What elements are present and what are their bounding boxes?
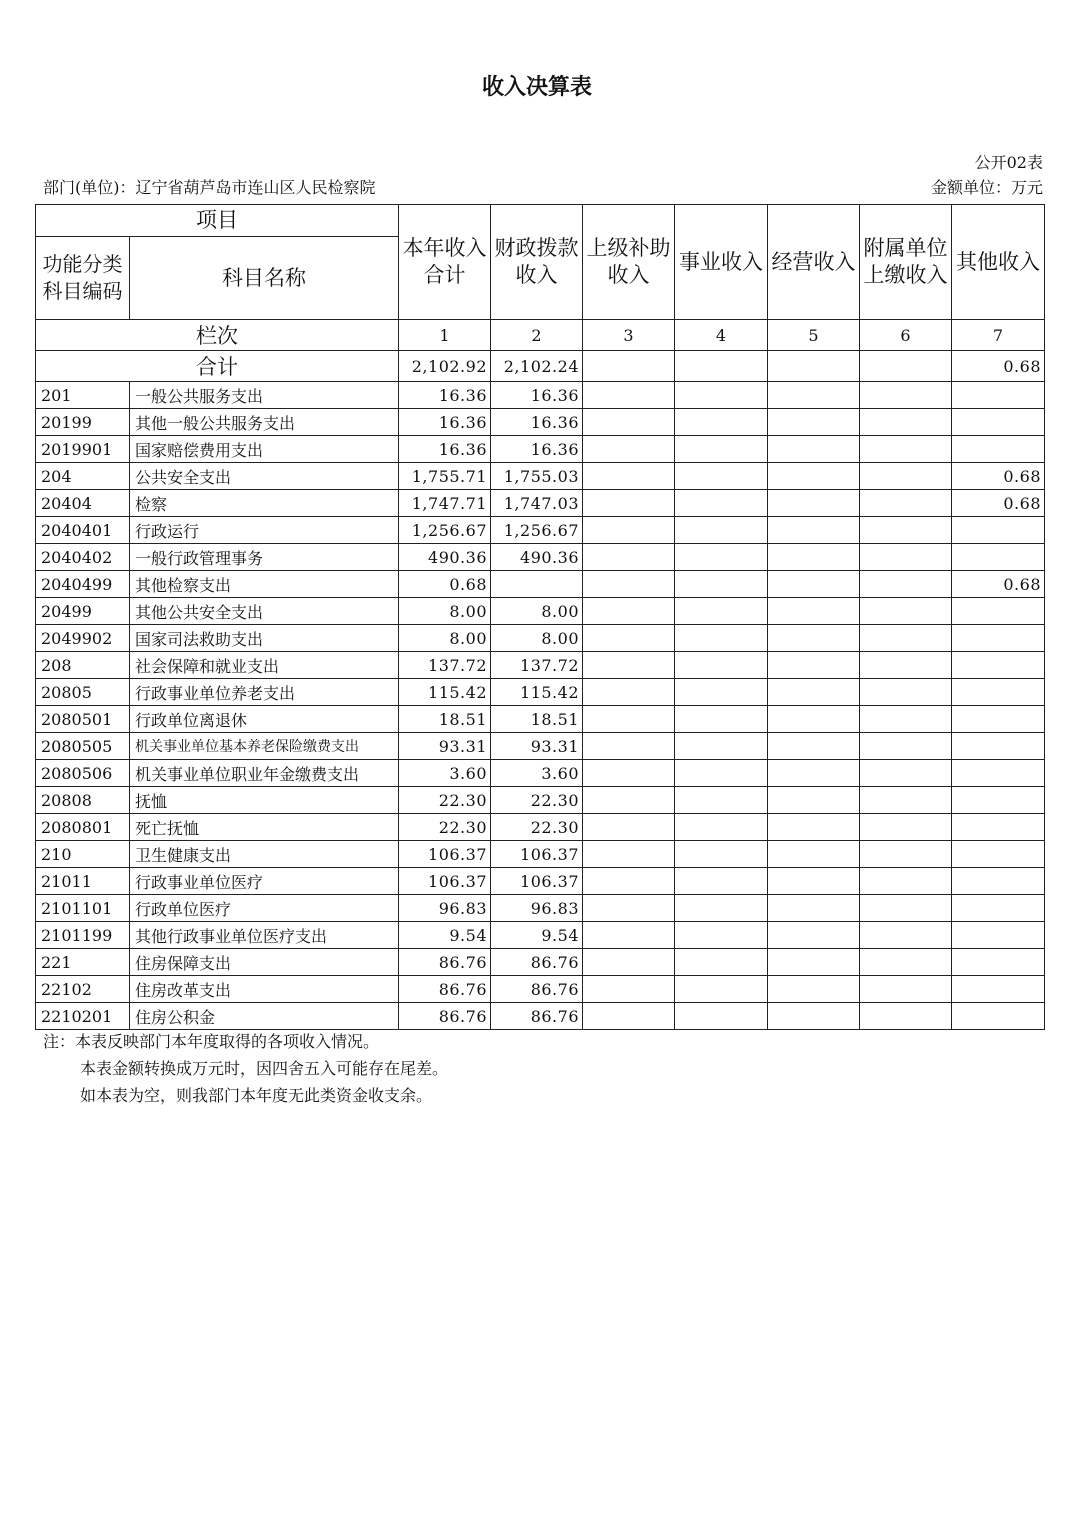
amount-cell bbox=[860, 652, 952, 679]
index-num: 5 bbox=[768, 320, 860, 351]
subject-code: 20404 bbox=[36, 490, 130, 517]
amount-cell: 8.00 bbox=[491, 598, 583, 625]
table-row bbox=[36, 382, 1045, 409]
amount-cell bbox=[952, 949, 1045, 976]
subject-code: 2210201 bbox=[36, 1003, 130, 1030]
table-row bbox=[36, 706, 1045, 733]
total-row-label: 合计 bbox=[36, 351, 399, 382]
subject-name: 行政运行 bbox=[130, 517, 399, 544]
amount-cell: 0.68 bbox=[952, 571, 1045, 598]
table-row bbox=[36, 625, 1045, 652]
amount-cell bbox=[860, 598, 952, 625]
amount-cell bbox=[583, 382, 675, 409]
amount-cell: 16.36 bbox=[491, 382, 583, 409]
amount-cell bbox=[675, 652, 768, 679]
index-num: 3 bbox=[583, 320, 675, 351]
subject-code: 2080505 bbox=[36, 733, 130, 760]
table-row bbox=[36, 463, 1045, 490]
amount-cell: 86.76 bbox=[491, 1003, 583, 1030]
amount-cell bbox=[860, 706, 952, 733]
col-header-operating: 经营收入 bbox=[768, 205, 860, 320]
index-num: 7 bbox=[952, 320, 1045, 351]
amount-cell bbox=[583, 409, 675, 436]
amount-cell bbox=[583, 868, 675, 895]
amount-cell: 0.68 bbox=[952, 463, 1045, 490]
amount-cell bbox=[768, 1003, 860, 1030]
amount-cell bbox=[768, 733, 860, 760]
amount-cell bbox=[768, 490, 860, 517]
amount-cell bbox=[675, 787, 768, 814]
amount-cell bbox=[860, 436, 952, 463]
amount-cell bbox=[583, 571, 675, 598]
amount-cell: 0.68 bbox=[399, 571, 491, 598]
subject-name: 住房公积金 bbox=[130, 1003, 399, 1030]
amount-cell bbox=[952, 733, 1045, 760]
table-row bbox=[36, 760, 1045, 787]
amount-cell: 18.51 bbox=[399, 706, 491, 733]
subject-code: 2080801 bbox=[36, 814, 130, 841]
amount-cell: 86.76 bbox=[399, 1003, 491, 1030]
total-value bbox=[583, 351, 675, 382]
page-title: 收入决算表 bbox=[481, 75, 592, 100]
amount-cell bbox=[952, 382, 1045, 409]
amount-cell bbox=[952, 625, 1045, 652]
amount-cell bbox=[768, 679, 860, 706]
subject-code: 201 bbox=[36, 382, 130, 409]
amount-cell bbox=[860, 463, 952, 490]
amount-cell bbox=[768, 517, 860, 544]
table-row bbox=[36, 1003, 1045, 1030]
table-row bbox=[36, 409, 1045, 436]
amount-cell: 106.37 bbox=[491, 868, 583, 895]
amount-cell bbox=[860, 922, 952, 949]
amount-cell bbox=[675, 868, 768, 895]
subject-code: 2040401 bbox=[36, 517, 130, 544]
subject-name: 一般公共服务支出 bbox=[130, 382, 399, 409]
amount-cell: 9.54 bbox=[399, 922, 491, 949]
amount-cell bbox=[860, 1003, 952, 1030]
amount-cell bbox=[675, 679, 768, 706]
amount-cell bbox=[860, 976, 952, 1003]
amount-cell bbox=[675, 625, 768, 652]
amount-cell bbox=[583, 490, 675, 517]
amount-cell: 106.37 bbox=[399, 841, 491, 868]
amount-cell: 115.42 bbox=[399, 679, 491, 706]
amount-cell bbox=[675, 571, 768, 598]
amount-cell bbox=[675, 382, 768, 409]
form-number: 公开02表 bbox=[974, 153, 1043, 172]
total-value bbox=[675, 351, 768, 382]
index-num: 1 bbox=[399, 320, 491, 351]
table-row bbox=[36, 868, 1045, 895]
subject-name: 其他一般公共服务支出 bbox=[130, 409, 399, 436]
subject-code: 2080506 bbox=[36, 760, 130, 787]
code-header: 功能分类科目编码 bbox=[36, 237, 130, 320]
amount-cell bbox=[583, 544, 675, 571]
amount-cell: 9.54 bbox=[491, 922, 583, 949]
amount-cell bbox=[583, 733, 675, 760]
subject-name: 其他检察支出 bbox=[130, 571, 399, 598]
amount-cell: 22.30 bbox=[491, 787, 583, 814]
amount-cell: 86.76 bbox=[491, 976, 583, 1003]
amount-cell bbox=[583, 625, 675, 652]
amount-cell bbox=[583, 922, 675, 949]
table-row bbox=[36, 679, 1045, 706]
subject-code: 20808 bbox=[36, 787, 130, 814]
amount-unit-label: 金额单位：万元 bbox=[930, 178, 1043, 197]
amount-cell bbox=[860, 382, 952, 409]
total-value: 2,102.24 bbox=[491, 351, 583, 382]
subject-code: 2040402 bbox=[36, 544, 130, 571]
table-row bbox=[36, 922, 1045, 949]
amount-cell bbox=[675, 976, 768, 1003]
amount-cell: 93.31 bbox=[491, 733, 583, 760]
col-header-superior-subsidy: 上级补助收入 bbox=[583, 205, 675, 320]
amount-cell: 86.76 bbox=[399, 976, 491, 1003]
amount-cell bbox=[952, 895, 1045, 922]
amount-cell: 0.68 bbox=[952, 490, 1045, 517]
subject-code: 2040499 bbox=[36, 571, 130, 598]
amount-cell bbox=[952, 787, 1045, 814]
amount-cell bbox=[860, 895, 952, 922]
index-row bbox=[36, 320, 1045, 351]
note-line: 如本表为空，则我部门本年度无此类资金收支余。 bbox=[80, 1086, 433, 1105]
amount-cell bbox=[675, 598, 768, 625]
amount-cell bbox=[952, 868, 1045, 895]
amount-cell: 8.00 bbox=[399, 625, 491, 652]
index-row-label: 栏次 bbox=[36, 320, 399, 351]
subject-name: 行政事业单位养老支出 bbox=[130, 679, 399, 706]
subject-name: 行政事业单位医疗 bbox=[130, 868, 399, 895]
amount-cell bbox=[675, 436, 768, 463]
amount-cell bbox=[768, 895, 860, 922]
amount-cell bbox=[768, 544, 860, 571]
amount-cell: 490.36 bbox=[399, 544, 491, 571]
amount-cell bbox=[860, 814, 952, 841]
subject-name: 死亡抚恤 bbox=[130, 814, 399, 841]
subject-name: 国家司法救助支出 bbox=[130, 625, 399, 652]
amount-cell bbox=[860, 544, 952, 571]
amount-cell bbox=[860, 679, 952, 706]
subject-code: 210 bbox=[36, 841, 130, 868]
amount-cell bbox=[583, 1003, 675, 1030]
amount-cell bbox=[952, 436, 1045, 463]
index-num: 4 bbox=[675, 320, 768, 351]
subject-code: 2019901 bbox=[36, 436, 130, 463]
table-row bbox=[36, 571, 1045, 598]
subject-name: 一般行政管理事务 bbox=[130, 544, 399, 571]
amount-cell bbox=[860, 571, 952, 598]
amount-cell bbox=[675, 895, 768, 922]
amount-cell bbox=[952, 517, 1045, 544]
amount-cell bbox=[952, 652, 1045, 679]
subject-name: 国家赔偿费用支出 bbox=[130, 436, 399, 463]
subject-name: 机关事业单位职业年金缴费支出 bbox=[130, 760, 399, 787]
amount-cell bbox=[675, 922, 768, 949]
total-value: 0.68 bbox=[952, 351, 1045, 382]
name-header: 科目名称 bbox=[130, 237, 399, 320]
amount-cell bbox=[860, 841, 952, 868]
col-header-affiliated: 附属单位上缴收入 bbox=[860, 205, 952, 320]
amount-cell bbox=[768, 814, 860, 841]
table-row bbox=[36, 517, 1045, 544]
amount-cell bbox=[952, 706, 1045, 733]
amount-cell bbox=[675, 760, 768, 787]
amount-cell bbox=[860, 517, 952, 544]
amount-cell bbox=[675, 733, 768, 760]
amount-cell bbox=[768, 463, 860, 490]
amount-cell: 106.37 bbox=[491, 841, 583, 868]
income-final-accounts-table bbox=[35, 204, 1045, 1030]
col-header-other: 其他收入 bbox=[952, 205, 1045, 320]
amount-cell: 1,747.03 bbox=[491, 490, 583, 517]
amount-cell: 1,256.67 bbox=[399, 517, 491, 544]
amount-cell: 16.36 bbox=[491, 436, 583, 463]
subject-name: 住房保障支出 bbox=[130, 949, 399, 976]
table-row bbox=[36, 895, 1045, 922]
amount-cell bbox=[583, 463, 675, 490]
table-row bbox=[36, 652, 1045, 679]
total-value bbox=[860, 351, 952, 382]
amount-cell: 106.37 bbox=[399, 868, 491, 895]
amount-cell: 16.36 bbox=[399, 382, 491, 409]
amount-cell: 490.36 bbox=[491, 544, 583, 571]
amount-cell bbox=[952, 544, 1045, 571]
amount-cell bbox=[583, 679, 675, 706]
amount-cell bbox=[675, 409, 768, 436]
amount-cell bbox=[583, 760, 675, 787]
amount-cell bbox=[583, 841, 675, 868]
index-num: 2 bbox=[491, 320, 583, 351]
amount-cell: 22.30 bbox=[491, 814, 583, 841]
amount-cell bbox=[952, 1003, 1045, 1030]
subject-code: 20199 bbox=[36, 409, 130, 436]
amount-cell bbox=[952, 976, 1045, 1003]
amount-cell bbox=[860, 949, 952, 976]
amount-cell bbox=[860, 409, 952, 436]
total-row bbox=[36, 351, 1045, 382]
amount-cell: 3.60 bbox=[491, 760, 583, 787]
amount-cell: 137.72 bbox=[399, 652, 491, 679]
amount-cell bbox=[860, 733, 952, 760]
amount-cell bbox=[768, 976, 860, 1003]
amount-cell bbox=[768, 841, 860, 868]
amount-cell bbox=[675, 463, 768, 490]
amount-cell bbox=[952, 598, 1045, 625]
note-line: 注：本表反映部门本年度取得的各项收入情况。 bbox=[43, 1032, 380, 1051]
table-row bbox=[36, 949, 1045, 976]
subject-name: 检察 bbox=[130, 490, 399, 517]
amount-cell bbox=[583, 976, 675, 1003]
amount-cell: 8.00 bbox=[399, 598, 491, 625]
amount-cell: 1,755.03 bbox=[491, 463, 583, 490]
index-num: 6 bbox=[860, 320, 952, 351]
amount-cell bbox=[952, 679, 1045, 706]
amount-cell: 16.36 bbox=[399, 409, 491, 436]
subject-code: 2101101 bbox=[36, 895, 130, 922]
amount-cell bbox=[768, 382, 860, 409]
table-row bbox=[36, 787, 1045, 814]
table-row bbox=[36, 544, 1045, 571]
amount-cell bbox=[768, 760, 860, 787]
table-row bbox=[36, 733, 1045, 760]
amount-cell bbox=[768, 652, 860, 679]
amount-cell bbox=[768, 949, 860, 976]
table-row bbox=[36, 490, 1045, 517]
amount-cell: 86.76 bbox=[399, 949, 491, 976]
amount-cell bbox=[491, 571, 583, 598]
amount-cell: 1,755.71 bbox=[399, 463, 491, 490]
amount-cell bbox=[583, 787, 675, 814]
subject-code: 204 bbox=[36, 463, 130, 490]
amount-cell bbox=[675, 814, 768, 841]
col-header-business: 事业收入 bbox=[675, 205, 768, 320]
col-header-fiscal: 财政拨款收入 bbox=[491, 205, 583, 320]
amount-cell bbox=[768, 787, 860, 814]
amount-cell: 1,747.71 bbox=[399, 490, 491, 517]
table-row bbox=[36, 976, 1045, 1003]
amount-cell bbox=[583, 895, 675, 922]
subject-code: 208 bbox=[36, 652, 130, 679]
amount-cell: 16.36 bbox=[491, 409, 583, 436]
table-row bbox=[36, 814, 1045, 841]
subject-name: 社会保障和就业支出 bbox=[130, 652, 399, 679]
amount-cell bbox=[952, 409, 1045, 436]
subject-name: 行政单位离退休 bbox=[130, 706, 399, 733]
amount-cell bbox=[952, 814, 1045, 841]
amount-cell: 115.42 bbox=[491, 679, 583, 706]
amount-cell bbox=[583, 949, 675, 976]
amount-cell bbox=[768, 571, 860, 598]
amount-cell bbox=[768, 598, 860, 625]
amount-cell bbox=[583, 436, 675, 463]
subject-code: 2049902 bbox=[36, 625, 130, 652]
amount-cell: 86.76 bbox=[491, 949, 583, 976]
col-header-total: 本年收入合计 bbox=[399, 205, 491, 320]
subject-name: 机关事业单位基本养老保险缴费支出 bbox=[130, 733, 399, 760]
amount-cell: 18.51 bbox=[491, 706, 583, 733]
amount-cell bbox=[583, 814, 675, 841]
subject-name: 住房改革支出 bbox=[130, 976, 399, 1003]
notes bbox=[43, 1028, 448, 1109]
total-value bbox=[768, 351, 860, 382]
amount-cell: 93.31 bbox=[399, 733, 491, 760]
amount-cell bbox=[768, 625, 860, 652]
amount-cell bbox=[583, 517, 675, 544]
amount-cell: 16.36 bbox=[399, 436, 491, 463]
amount-cell bbox=[860, 787, 952, 814]
amount-cell bbox=[675, 490, 768, 517]
amount-cell bbox=[675, 841, 768, 868]
amount-cell: 137.72 bbox=[491, 652, 583, 679]
amount-cell bbox=[952, 922, 1045, 949]
table-row bbox=[36, 841, 1045, 868]
amount-cell bbox=[860, 490, 952, 517]
amount-cell bbox=[768, 922, 860, 949]
amount-cell: 96.83 bbox=[399, 895, 491, 922]
subject-code: 221 bbox=[36, 949, 130, 976]
amount-cell bbox=[768, 409, 860, 436]
amount-cell bbox=[583, 598, 675, 625]
total-value: 2,102.92 bbox=[399, 351, 491, 382]
note-line: 本表金额转换成万元时，因四舍五入可能存在尾差。 bbox=[80, 1059, 449, 1078]
subject-name: 抚恤 bbox=[130, 787, 399, 814]
amount-cell: 22.30 bbox=[399, 814, 491, 841]
amount-cell: 8.00 bbox=[491, 625, 583, 652]
amount-cell bbox=[583, 706, 675, 733]
subject-code: 2101199 bbox=[36, 922, 130, 949]
amount-cell bbox=[583, 652, 675, 679]
subject-code: 22102 bbox=[36, 976, 130, 1003]
subject-code: 21011 bbox=[36, 868, 130, 895]
subject-name: 其他行政事业单位医疗支出 bbox=[130, 922, 399, 949]
subject-name: 公共安全支出 bbox=[130, 463, 399, 490]
amount-cell bbox=[860, 760, 952, 787]
amount-cell bbox=[675, 544, 768, 571]
amount-cell bbox=[860, 868, 952, 895]
table-row bbox=[36, 436, 1045, 463]
amount-cell bbox=[675, 1003, 768, 1030]
amount-cell bbox=[675, 517, 768, 544]
department-label: 部门(单位)：辽宁省葫芦岛市连山区人民检察院 bbox=[43, 178, 376, 197]
amount-cell: 1,256.67 bbox=[491, 517, 583, 544]
amount-cell bbox=[860, 625, 952, 652]
subject-name: 行政单位医疗 bbox=[130, 895, 399, 922]
amount-cell bbox=[768, 868, 860, 895]
subject-code: 2080501 bbox=[36, 706, 130, 733]
amount-cell bbox=[675, 706, 768, 733]
subject-name: 卫生健康支出 bbox=[130, 841, 399, 868]
item-header: 项目 bbox=[36, 205, 399, 237]
amount-cell bbox=[675, 949, 768, 976]
subject-code: 20805 bbox=[36, 679, 130, 706]
amount-cell: 96.83 bbox=[491, 895, 583, 922]
amount-cell bbox=[768, 706, 860, 733]
amount-cell: 3.60 bbox=[399, 760, 491, 787]
amount-cell: 22.30 bbox=[399, 787, 491, 814]
subject-name: 其他公共安全支出 bbox=[130, 598, 399, 625]
subject-code: 20499 bbox=[36, 598, 130, 625]
table-row bbox=[36, 598, 1045, 625]
amount-cell bbox=[952, 841, 1045, 868]
amount-cell bbox=[952, 760, 1045, 787]
amount-cell bbox=[768, 436, 860, 463]
